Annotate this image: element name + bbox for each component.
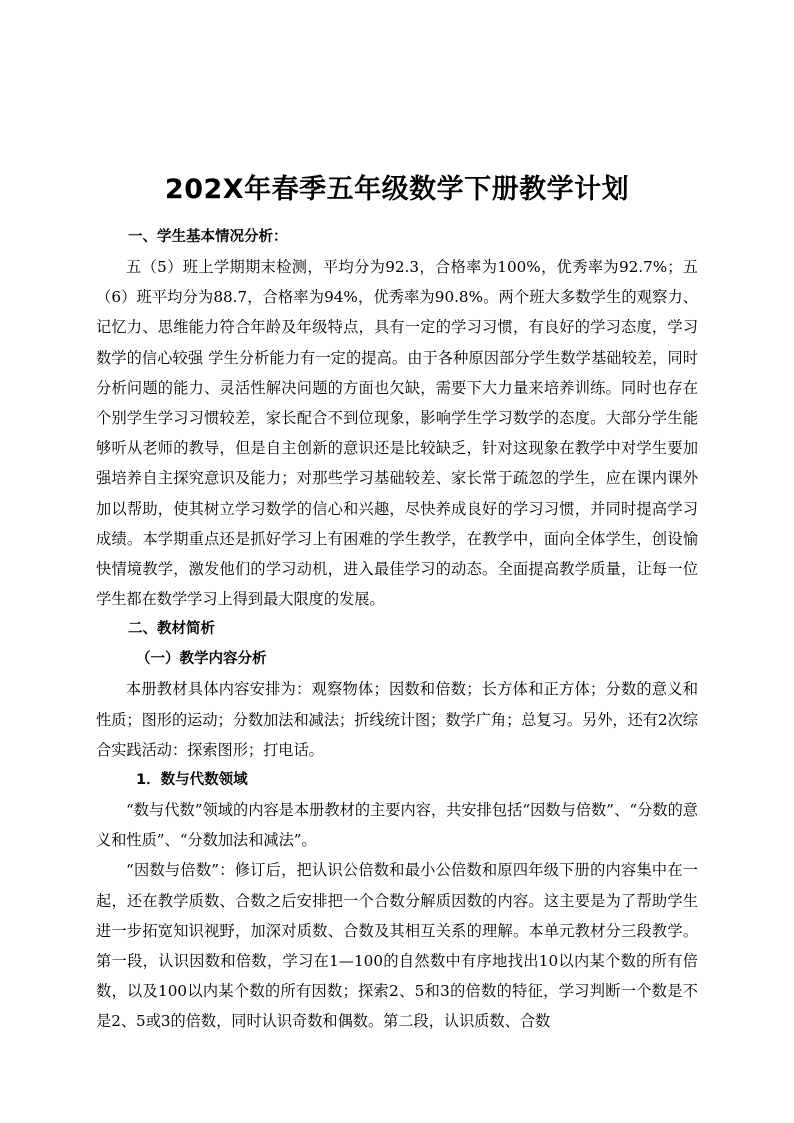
- paragraph-number-algebra-intro: “数与代数”领域的内容是本册教材的主要内容，共安排包括“因数与倍数”、“分数的意义和性质”、“分数加法和减法”。: [96, 801, 698, 850]
- document-title: 202X年春季五年级数学下册教学计划: [164, 174, 630, 205]
- paragraph-content-arrangement: 本册教材具体内容安排为：观察物体；因数和倍数；长方体和正方体；分数的意义和性质；图形的运动；分数加法和减法；折线统计图；数学广角；总复习。另外，还有2次综合实践活动：探索图形；打电话。: [96, 680, 698, 759]
- subheading-content-analysis: （一）教学内容分析: [136, 651, 267, 668]
- section-heading-textbook-analysis: 二、教材简析: [128, 621, 215, 638]
- section-heading-student-analysis: 一、学生基本情况分析：: [128, 229, 288, 245]
- paragraph-factors-multiples: “因数与倍数”：修订后，把认识公倍数和最小公倍数和原四年级下册的内容集中在一起，还在教学质数、合数之后安排把一个合数分解质因数的内容。这主要是为了帮助学生进一步拓宽知识视野，加深对质数、合数及其相互关系的理解。本单元教材分三段教学。第一段，认识因数和倍数，学习在1—100的自然数中有序地找出10以内某个数的所有倍数，以及100以内某个数的所有因数；探索2、5和3的倍数的特征，学习判断一个数是不是2、5或3的倍数，同时认识奇数和偶数。第二段，认识质数、合数: [96, 861, 698, 1031]
- paragraph-student-analysis: 五（5）班上学期期末检测，平均分为92.3，合格率为100%，优秀率为92.7%；五（6）班平均分为88.7，合格率为94%，优秀率为90.8%。两个班大多数学生的观察力、记忆力、思维能力符合年龄及年级特点，具有一定的学习习惯，有良好的学习态度，学习数学的信心较强 学生分析能力有一定的提高。由于各种原因部分学生数学基础较差，同时分析问题的能力、灵活性解决问题的方面也欠缺，需要下大力量来培养训练。同时也存在个别学生学习习惯较差，家长配合不到位现象，影响学生学习数学的态度。大部分学生能够听从老师的教导，但是自主创新的意识还是比较缺乏，针对这现象在教学中对学生要加强培养自主探究意识及能力；对那些学习基础较差、家长常于疏忽的学生，应在课内课外加以帮助，使其树立学习数学的信心和兴趣，尽快养成良好的学习习惯，并同时提高学习成绩。本学期重点还是抓好学习上有困难的学生教学，在教学中，面向全体学生，创设愉快情境教学，激发他们的学习动机，进入最佳学习的动态。全面提高教学质量，让每一位学生都在数学学习上得到最大限度的发展。: [96, 258, 698, 609]
- subheading-number-algebra: 1．数与代数领域: [136, 772, 248, 789]
- document-body: [96, 172, 698, 1037]
